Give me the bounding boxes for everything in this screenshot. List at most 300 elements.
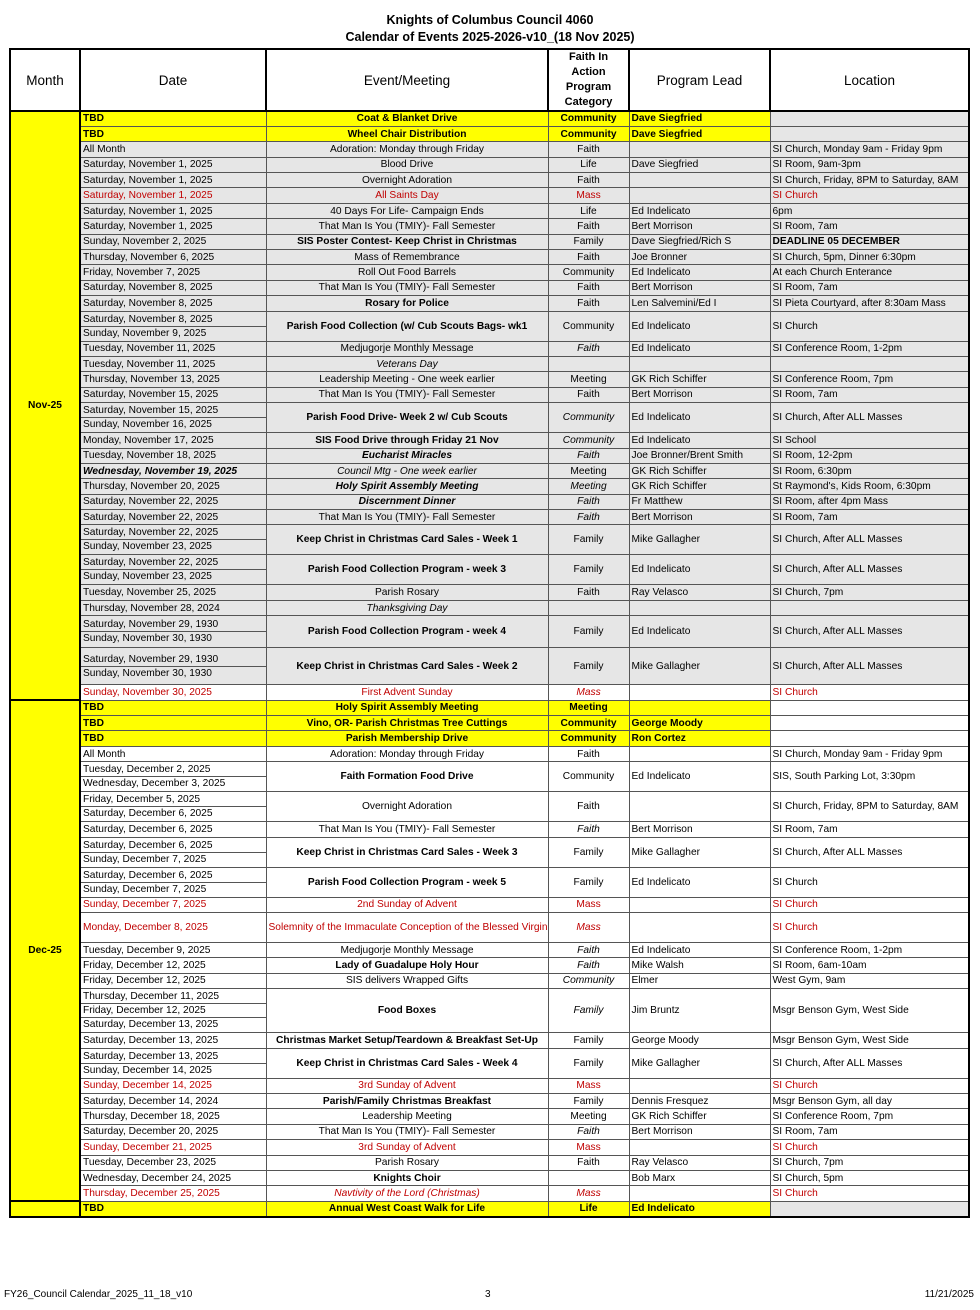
event-name: Coat & Blanket Drive [266, 111, 548, 126]
event-category: Mass [548, 1078, 629, 1093]
event-date [80, 142, 266, 157]
event-lead: Ed Indelicato [629, 311, 770, 341]
event-name: Medjugorje Monthly Message [266, 341, 548, 356]
event-date [80, 1109, 266, 1124]
event-lead: Ray Velasco [629, 585, 770, 600]
event-date [80, 265, 266, 280]
event-row [10, 731, 969, 746]
event-date-line: Friday, December 12, 2025 [81, 1004, 266, 1018]
event-location: SI Church [770, 685, 969, 700]
event-location: DEADLINE 05 DECEMBER [770, 234, 969, 249]
event-category: Family [548, 555, 629, 585]
event-location: SI Room, 7am [770, 1124, 969, 1139]
header-event: Event/Meeting [266, 49, 548, 111]
event-category: Community [548, 973, 629, 988]
header-lead: Program Lead [629, 49, 770, 111]
event-row [10, 341, 969, 356]
event-category: Faith [548, 280, 629, 295]
event-date-line: Saturday, November 8, 2025 [83, 297, 213, 309]
event-date [80, 126, 266, 141]
event-date-line: Wednesday, December 3, 2025 [83, 778, 226, 790]
calendar-title: Knights of Columbus Council 4060 [386, 13, 594, 27]
event-name: That Man Is You (TMIY)- Fall Semester [266, 219, 548, 234]
event-date-line: Saturday, November 1, 2025 [83, 174, 213, 186]
event-lead [629, 746, 770, 761]
event-date [80, 1201, 266, 1216]
event-date-line: Sunday, December 7, 2025 [83, 899, 207, 911]
event-category: Family [548, 1033, 629, 1048]
event-location [770, 731, 969, 746]
event-location: At each Church Enterance [770, 265, 969, 280]
event-category: Faith [548, 585, 629, 600]
event-location: SI Pieta Courtyard, after 8:30am Mass [770, 296, 969, 311]
event-date [80, 762, 266, 792]
event-category: Community [548, 311, 629, 341]
event-row [10, 762, 969, 792]
event-date-line: Friday, December 12, 2025 [83, 960, 206, 972]
event-category [548, 1170, 629, 1185]
event-category: Faith [548, 142, 629, 157]
event-name: 2nd Sunday of Advent [266, 897, 548, 912]
event-lead [629, 356, 770, 371]
event-lead: Bert Morrison [629, 822, 770, 837]
event-category: Family [548, 837, 629, 867]
event-date-line: TBD [83, 702, 104, 714]
event-lead [629, 188, 770, 203]
event-lead: Ed Indelicato [629, 265, 770, 280]
event-date-line: Saturday, November 15, 2025 [81, 404, 266, 418]
event-date [80, 943, 266, 958]
event-category [548, 356, 629, 371]
event-location: SI Church, Friday, 8PM to Saturday, 8AM [770, 173, 969, 188]
event-name: Rosary for Police [266, 296, 548, 311]
event-name: SIS delivers Wrapped Gifts [266, 973, 548, 988]
event-lead: GK Rich Schiffer [629, 463, 770, 478]
event-row [10, 837, 969, 867]
event-date-line: Sunday, December 14, 2025 [83, 1080, 212, 1092]
event-location: Msgr Benson Gym, West Side [770, 1033, 969, 1048]
event-lead: Bert Morrison [629, 1124, 770, 1139]
event-lead [629, 913, 770, 943]
event-date-line: All Month [83, 143, 126, 155]
event-location: SI Church, After ALL Masses [770, 1048, 969, 1078]
event-date-line: Sunday, November 23, 2025 [83, 541, 212, 553]
event-date [80, 341, 266, 356]
header-date: Date [80, 49, 266, 111]
event-name: SIS Food Drive through Friday 21 Nov [266, 433, 548, 448]
event-location: St Raymond's, Kids Room, 6:30pm [770, 479, 969, 494]
event-lead: George Moody [629, 1033, 770, 1048]
event-lead [629, 600, 770, 615]
events-table [9, 48, 970, 1218]
event-row [10, 1155, 969, 1170]
event-location: SI Church [770, 1078, 969, 1093]
event-row [10, 479, 969, 494]
event-lead: Dave Siegfried [629, 126, 770, 141]
event-category: Faith [548, 1124, 629, 1139]
event-date [80, 1033, 266, 1048]
event-lead: Mike Gallagher [629, 837, 770, 867]
event-date [80, 837, 266, 867]
event-name: All Saints Day [266, 188, 548, 203]
event-category: Community [548, 126, 629, 141]
event-name: Veterans Day [266, 356, 548, 371]
event-date [80, 685, 266, 700]
event-row [10, 792, 969, 822]
event-name: Parish Membership Drive [266, 731, 548, 746]
event-date [80, 1078, 266, 1093]
month-label-dec: Dec-25 [10, 700, 80, 1201]
event-category: Family [548, 234, 629, 249]
event-category: Mass [548, 913, 629, 943]
event-category: Faith [548, 1155, 629, 1170]
event-row [10, 1170, 969, 1185]
event-name: First Advent Sunday [266, 685, 548, 700]
event-name: Parish Rosary [266, 585, 548, 600]
event-row [10, 1109, 969, 1124]
event-location: SI Room, 7am [770, 280, 969, 295]
event-lead: Mike Gallagher [629, 648, 770, 685]
event-date-line: TBD [83, 733, 104, 745]
event-location: SI Room, 6:30pm [770, 463, 969, 478]
event-name: SIS Poster Contest- Keep Christ in Christmas [266, 234, 548, 249]
event-lead: Len Salvemini/Ed I [629, 296, 770, 311]
event-location [770, 356, 969, 371]
event-date [80, 111, 266, 126]
event-row [10, 700, 969, 715]
event-location: SI Conference Room, 1-2pm [770, 943, 969, 958]
event-location: Msgr Benson Gym, West Side [770, 989, 969, 1033]
event-location: SI Church [770, 897, 969, 912]
event-row [10, 867, 969, 897]
event-lead: Joe Bronner [629, 250, 770, 265]
event-lead: Bert Morrison [629, 387, 770, 402]
event-location: SI Church, 7pm [770, 1155, 969, 1170]
event-date [80, 311, 266, 341]
event-name: Wheel Chair Distribution [266, 126, 548, 141]
event-category: Family [548, 1093, 629, 1108]
event-lead [629, 1078, 770, 1093]
event-location [770, 600, 969, 615]
event-date [80, 173, 266, 188]
event-date [80, 479, 266, 494]
event-location: SI Church, Monday 9am - Friday 9pm [770, 746, 969, 761]
month-label-jan [10, 1201, 80, 1216]
event-location: SI Church [770, 913, 969, 943]
event-category: Community [548, 731, 629, 746]
event-category: Faith [548, 943, 629, 958]
event-category: Faith [548, 219, 629, 234]
event-lead [629, 142, 770, 157]
event-date [80, 973, 266, 988]
event-name: Keep Christ in Christmas Card Sales - Week 2 [266, 648, 548, 685]
event-lead: Bert Morrison [629, 219, 770, 234]
event-lead: Ed Indelicato [629, 943, 770, 958]
event-date-line: TBD [83, 128, 104, 140]
event-date [80, 448, 266, 463]
event-location: West Gym, 9am [770, 973, 969, 988]
event-date [80, 822, 266, 837]
event-date-line: Saturday, November 1, 2025 [83, 159, 213, 171]
event-location: SI Church, 5pm, Dinner 6:30pm [770, 250, 969, 265]
event-date-line: Sunday, November 30, 1930 [83, 667, 212, 679]
event-name: 40 Days For Life- Campaign Ends [266, 203, 548, 218]
event-name: Parish Food Collection Program - week 4 [266, 616, 548, 648]
event-category: Community [548, 111, 629, 126]
event-row [10, 746, 969, 761]
event-category: Life [548, 1201, 629, 1216]
event-category: Mass [548, 1140, 629, 1155]
event-name: Eucharist Miracles [266, 448, 548, 463]
event-row [10, 1033, 969, 1048]
event-lead: Mike Walsh [629, 958, 770, 973]
event-date [80, 746, 266, 761]
event-lead: Bert Morrison [629, 510, 770, 525]
event-category: Community [548, 265, 629, 280]
event-lead: Mike Gallagher [629, 1048, 770, 1078]
event-date [80, 280, 266, 295]
event-lead: Ed Indelicato [629, 341, 770, 356]
event-row [10, 716, 969, 731]
event-date-line: Saturday, November 22, 2025 [81, 526, 266, 540]
event-date-line: Tuesday, December 2, 2025 [81, 763, 266, 777]
event-location: SI Church, After ALL Masses [770, 616, 969, 648]
event-name: Roll Out Food Barrels [266, 265, 548, 280]
event-location: SI Church, Friday, 8PM to Saturday, 8AM [770, 792, 969, 822]
event-category: Family [548, 648, 629, 685]
event-location [770, 1201, 969, 1216]
event-name: Keep Christ in Christmas Card Sales - Week 3 [266, 837, 548, 867]
event-category: Family [548, 867, 629, 897]
event-date [80, 296, 266, 311]
event-date-line: Saturday, November 15, 2025 [83, 389, 219, 401]
event-lead: Dave Siegfried [629, 157, 770, 172]
event-category: Faith [548, 448, 629, 463]
event-date-line: Saturday, November 1, 2025 [83, 190, 213, 202]
calendar-subtitle: Calendar of Events 2025-2026-v10_(18 Nov 2025) [345, 30, 635, 44]
event-category: Mass [548, 1186, 629, 1201]
event-category: Community [548, 433, 629, 448]
event-date-line: Monday, December 8, 2025 [83, 922, 208, 933]
event-date [80, 494, 266, 509]
event-category: Faith [548, 494, 629, 509]
event-row [10, 1124, 969, 1139]
event-row [10, 600, 969, 615]
event-location: SI Church, After ALL Masses [770, 403, 969, 433]
event-lead: Jim Bruntz [629, 989, 770, 1033]
event-lead: George Moody [629, 716, 770, 731]
event-date [80, 700, 266, 715]
event-lead: Fr Matthew [629, 494, 770, 509]
event-name: Holy Spirit Assembly Meeting [266, 479, 548, 494]
event-row [10, 989, 969, 1033]
event-location: SI Church, Monday 9am - Friday 9pm [770, 142, 969, 157]
event-date-line: Thursday, November 6, 2025 [83, 251, 215, 263]
event-category: Faith [548, 341, 629, 356]
event-row [10, 296, 969, 311]
event-date-line: TBD [83, 1203, 104, 1215]
event-category: Faith [548, 746, 629, 761]
event-name: Annual West Coast Walk for Life [266, 1201, 548, 1216]
event-row [10, 555, 969, 585]
event-lead: Ed Indelicato [629, 203, 770, 218]
event-date-line: Saturday, December 6, 2025 [83, 823, 213, 835]
event-location: SI Church, After ALL Masses [770, 837, 969, 867]
event-location: 6pm [770, 203, 969, 218]
event-category: Mass [548, 685, 629, 700]
event-category: Meeting [548, 463, 629, 478]
event-date-line: Sunday, December 7, 2025 [83, 883, 207, 895]
event-name: Overnight Adoration [266, 173, 548, 188]
event-row [10, 188, 969, 203]
event-row [10, 372, 969, 387]
event-lead: Ed Indelicato [629, 762, 770, 792]
event-date [80, 913, 266, 943]
event-name: Christmas Market Setup/Teardown & Breakfast Set-Up [266, 1033, 548, 1048]
event-category: Family [548, 989, 629, 1033]
event-category: Community [548, 403, 629, 433]
event-name: Leadership Meeting - One week earlier [266, 372, 548, 387]
event-name: Holy Spirit Assembly Meeting [266, 700, 548, 715]
event-location: SI Conference Room, 7pm [770, 372, 969, 387]
event-row [10, 1078, 969, 1093]
event-date [80, 372, 266, 387]
event-name: Thanksgiving Day [266, 600, 548, 615]
event-date [80, 867, 266, 897]
event-location: SI Room, 7am [770, 387, 969, 402]
event-lead: Ed Indelicato [629, 867, 770, 897]
event-lead: Bert Morrison [629, 280, 770, 295]
event-lead: Ed Indelicato [629, 1201, 770, 1216]
event-date [80, 433, 266, 448]
event-row [10, 822, 969, 837]
event-location: SIS, South Parking Lot, 3:30pm [770, 762, 969, 792]
event-row [10, 648, 969, 685]
event-lead: GK Rich Schiffer [629, 479, 770, 494]
event-date [80, 1093, 266, 1108]
event-category: Meeting [548, 1109, 629, 1124]
event-name: Lady of Guadalupe Holy Hour [266, 958, 548, 973]
event-name: Parish/Family Christmas Breakfast [266, 1093, 548, 1108]
event-date [80, 648, 266, 685]
event-category: Mass [548, 897, 629, 912]
event-date [80, 555, 266, 585]
event-category: Faith [548, 173, 629, 188]
event-date-line: Thursday, November 13, 2025 [83, 374, 220, 386]
event-date [80, 219, 266, 234]
event-name: That Man Is You (TMIY)- Fall Semester [266, 387, 548, 402]
event-row [10, 973, 969, 988]
event-date-line: Saturday, December 13, 2025 [83, 1034, 219, 1046]
event-date [80, 958, 266, 973]
event-location: SI Room, 12-2pm [770, 448, 969, 463]
header-row [10, 49, 969, 111]
event-date-line: Tuesday, December 23, 2025 [83, 1157, 217, 1169]
event-name: Overnight Adoration [266, 792, 548, 822]
event-row [10, 943, 969, 958]
header-location: Location [770, 49, 969, 111]
event-category: Faith [548, 792, 629, 822]
event-date-line: Tuesday, December 9, 2025 [83, 944, 211, 956]
event-location: SI Church, After ALL Masses [770, 648, 969, 685]
event-name: Vino, OR- Parish Christmas Tree Cuttings [266, 716, 548, 731]
event-date-line: Saturday, November 1, 2025 [83, 220, 213, 232]
event-date-line: Thursday, December 25, 2025 [83, 1187, 220, 1199]
event-lead: Joe Bronner/Brent Smith [629, 448, 770, 463]
event-lead: GK Rich Schiffer [629, 372, 770, 387]
event-category: Meeting [548, 700, 629, 715]
event-date-line: Sunday, November 30, 1930 [83, 633, 212, 645]
event-lead: Bob Marx [629, 1170, 770, 1185]
event-name: Solemnity of the Immaculate Conception of the Blessed Virgin [266, 913, 548, 943]
event-location: SI Room, 7am [770, 510, 969, 525]
event-name: 3rd Sunday of Advent [266, 1140, 548, 1155]
event-date-line: Sunday, November 16, 2025 [83, 419, 212, 431]
event-row [10, 1201, 969, 1216]
event-name: That Man Is You (TMIY)- Fall Semester [266, 1124, 548, 1139]
event-row [10, 685, 969, 700]
event-lead [629, 173, 770, 188]
event-date [80, 616, 266, 648]
event-lead: Ed Indelicato [629, 403, 770, 433]
event-name: Medjugorje Monthly Message [266, 943, 548, 958]
event-date-line: Monday, November 17, 2025 [83, 434, 214, 446]
event-location: SI Church [770, 867, 969, 897]
footer-filename: FY26_Council Calendar_2025_11_18_v10 [4, 1289, 193, 1300]
event-date [80, 1048, 266, 1078]
event-row [10, 234, 969, 249]
event-lead: Ed Indelicato [629, 555, 770, 585]
event-category [548, 600, 629, 615]
event-location: SI Church, After ALL Masses [770, 525, 969, 555]
event-name: Mass of Remembrance [266, 250, 548, 265]
event-date-line: Sunday, November 30, 2025 [83, 686, 212, 698]
event-name: Parish Food Collection Program - week 5 [266, 867, 548, 897]
event-lead: Dennis Fresquez [629, 1093, 770, 1108]
event-date-line: Tuesday, November 25, 2025 [83, 587, 217, 599]
event-category: Family [548, 1048, 629, 1078]
event-date [80, 157, 266, 172]
event-date-line: Saturday, November 22, 2025 [83, 496, 219, 508]
event-category: Family [548, 525, 629, 555]
event-row [10, 219, 969, 234]
event-date-line: Sunday, November 23, 2025 [83, 571, 212, 583]
event-row [10, 913, 969, 943]
event-date-line: Tuesday, November 18, 2025 [83, 450, 217, 462]
event-date-line: Friday, December 5, 2025 [81, 793, 266, 807]
event-lead: Elmer [629, 973, 770, 988]
event-location: SI Church [770, 1140, 969, 1155]
event-location: SI Church, After ALL Masses [770, 555, 969, 585]
event-name: Parish Rosary [266, 1155, 548, 1170]
event-category: Faith [548, 958, 629, 973]
event-date-line: Saturday, November 1, 2025 [83, 205, 213, 217]
event-date-line: Saturday, November 22, 2025 [81, 556, 266, 570]
event-row [10, 280, 969, 295]
event-row [10, 897, 969, 912]
event-date-line: Sunday, December 21, 2025 [83, 1141, 212, 1153]
event-date [80, 1186, 266, 1201]
event-location: SI Conference Room, 7pm [770, 1109, 969, 1124]
event-date [80, 387, 266, 402]
event-category: Faith [548, 296, 629, 311]
event-category: Meeting [548, 479, 629, 494]
event-date-line: All Month [83, 748, 126, 760]
event-row [10, 1093, 969, 1108]
event-date-line: Thursday, November 28, 2024 [83, 602, 220, 614]
event-row [10, 203, 969, 218]
event-lead [629, 1140, 770, 1155]
